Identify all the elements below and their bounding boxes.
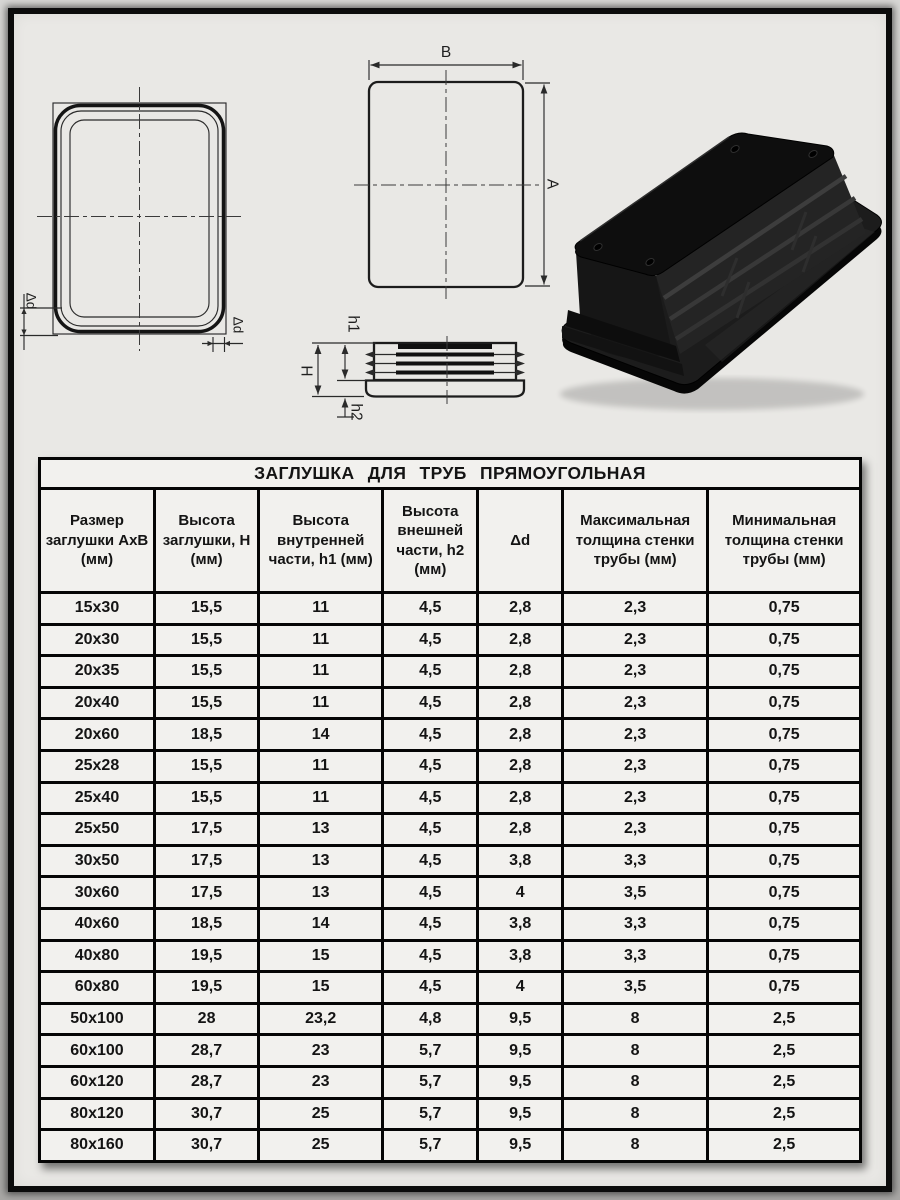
table-cell: 4,5	[383, 877, 478, 909]
table-cell: 4,5	[383, 656, 478, 688]
table-cell: 5,7	[383, 1130, 478, 1162]
table-cell: 0,75	[708, 687, 861, 719]
table-row	[40, 687, 861, 719]
table-cell: 11	[259, 687, 383, 719]
table-row	[40, 845, 861, 877]
table-cell: 25	[259, 1130, 383, 1162]
table-cell: 2,8	[478, 750, 563, 782]
table-cell: 15,5	[154, 750, 258, 782]
table-cell: 2,5	[708, 1035, 861, 1067]
dim-label-a: A	[543, 178, 561, 190]
table-cell: 4	[478, 972, 563, 1004]
table-cell: 0,75	[708, 593, 861, 625]
table-cell: 3,3	[562, 845, 707, 877]
table-cell: 28,7	[154, 1035, 258, 1067]
table-cell: 9,5	[478, 1066, 563, 1098]
column-header-6: Минимальная толщина стенки трубы (мм)	[708, 489, 861, 593]
table-cell: 13	[259, 877, 383, 909]
table-cell: 40х80	[40, 940, 155, 972]
table-cell: 0,75	[708, 814, 861, 846]
table-cell: 4,5	[383, 940, 478, 972]
table-row	[40, 940, 861, 972]
table-cell: 20х35	[40, 656, 155, 688]
table-cell: 4,5	[383, 624, 478, 656]
table-cell: 4,5	[383, 750, 478, 782]
table-cell: 2,3	[562, 624, 707, 656]
table-title-row	[40, 459, 861, 489]
table-cell: 50х100	[40, 1003, 155, 1035]
table-cell: 4,5	[383, 814, 478, 846]
table-cell: 23	[259, 1035, 383, 1067]
table-cell: 2,3	[562, 750, 707, 782]
table-row	[40, 656, 861, 688]
dim-arrow	[21, 330, 26, 336]
header-row	[40, 489, 861, 593]
column-header-2: Высота внутренней части, h1 (мм)	[259, 489, 383, 593]
table-cell: 20х30	[40, 624, 155, 656]
table-cell: 80х160	[40, 1130, 155, 1162]
table-cell: 25	[259, 1098, 383, 1130]
table-cell: 0,75	[708, 845, 861, 877]
front-view-drawing	[20, 87, 246, 352]
table-cell: 30,7	[154, 1098, 258, 1130]
table-cell: 30х60	[40, 877, 155, 909]
table-cell: 28,7	[154, 1066, 258, 1098]
side-view-drawing	[298, 315, 526, 420]
column-header-0: Размер заглушки АхВ (мм)	[40, 489, 155, 593]
table-cell: 4,5	[383, 972, 478, 1004]
technical-drawings	[14, 14, 886, 448]
table-cell: 4,5	[383, 687, 478, 719]
table-cell: 20х60	[40, 719, 155, 751]
table-cell: 0,75	[708, 782, 861, 814]
table-cell: 14	[259, 908, 383, 940]
column-header-5: Максимальная толщина стенки трубы (мм)	[562, 489, 707, 593]
table-cell: 2,5	[708, 1003, 861, 1035]
table-cell: 17,5	[154, 845, 258, 877]
table-cell: 2,3	[562, 593, 707, 625]
table-row	[40, 782, 861, 814]
spec-table	[38, 457, 862, 1163]
table-cell: 3,5	[562, 877, 707, 909]
table-cell: 0,75	[708, 656, 861, 688]
table-cell: 15,5	[154, 687, 258, 719]
table-cell: 80х120	[40, 1098, 155, 1130]
table-cell: 13	[259, 814, 383, 846]
table-cell: 2,3	[562, 814, 707, 846]
table-cell: 17,5	[154, 814, 258, 846]
table-cell: 9,5	[478, 1130, 563, 1162]
dim-label-h2: h2	[347, 403, 365, 421]
table-cell: 60х120	[40, 1066, 155, 1098]
column-header-4: Δd	[478, 489, 563, 593]
table-cell: 15	[259, 972, 383, 1004]
table-cell: 13	[259, 845, 383, 877]
table-cell: 3,5	[562, 972, 707, 1004]
dim-label-delta-d-right: Δd	[230, 316, 246, 334]
table-cell: 0,75	[708, 877, 861, 909]
table-cell: 19,5	[154, 940, 258, 972]
plug-photo	[560, 133, 882, 410]
column-header-3: Высота внешней части, h2 (мм)	[383, 489, 478, 593]
table-cell: 2,8	[478, 814, 563, 846]
dim-label-h1: h1	[344, 315, 362, 333]
table-cell: 11	[259, 750, 383, 782]
dim-label-delta-d-left: Δd	[23, 292, 39, 310]
table-cell: 8	[562, 1130, 707, 1162]
table-cell: 8	[562, 1066, 707, 1098]
table-cell: 4,5	[383, 782, 478, 814]
table-cell: 2,8	[478, 656, 563, 688]
table-cell: 8	[562, 1098, 707, 1130]
table-cell: 15,5	[154, 656, 258, 688]
table-cell: 18,5	[154, 719, 258, 751]
table-cell: 2,5	[708, 1130, 861, 1162]
table-cell: 25х40	[40, 782, 155, 814]
table-cell: 2,3	[562, 719, 707, 751]
table-cell: 4,5	[383, 845, 478, 877]
table-cell: 28	[154, 1003, 258, 1035]
table-cell: 3,8	[478, 940, 563, 972]
table-cell: 0,75	[708, 972, 861, 1004]
table-cell: 15,5	[154, 782, 258, 814]
table-cell: 20х40	[40, 687, 155, 719]
table-cell: 2,5	[708, 1066, 861, 1098]
table-cell: 4,5	[383, 719, 478, 751]
table-cell: 9,5	[478, 1098, 563, 1130]
table-row	[40, 1098, 861, 1130]
table-cell: 3,3	[562, 940, 707, 972]
table-cell: 23	[259, 1066, 383, 1098]
column-header-1: Высота заглушки, Н (мм)	[154, 489, 258, 593]
table-cell: 0,75	[708, 624, 861, 656]
table-cell: 0,75	[708, 908, 861, 940]
table-cell: 30,7	[154, 1130, 258, 1162]
table-cell: 4	[478, 877, 563, 909]
dim-arrow	[224, 341, 230, 346]
table-cell: 30х50	[40, 845, 155, 877]
table-cell: 0,75	[708, 750, 861, 782]
table-cell: 60х80	[40, 972, 155, 1004]
table-cell: 5,7	[383, 1098, 478, 1130]
table-cell: 2,8	[478, 624, 563, 656]
table-row	[40, 593, 861, 625]
table-cell: 11	[259, 624, 383, 656]
table-cell: 2,3	[562, 687, 707, 719]
table-cell: 15	[259, 940, 383, 972]
table-row	[40, 814, 861, 846]
table-cell: 18,5	[154, 908, 258, 940]
table-cell: 2,5	[708, 1098, 861, 1130]
table-cell: 2,8	[478, 719, 563, 751]
table-cell: 14	[259, 719, 383, 751]
table-row	[40, 877, 861, 909]
plug-fins	[365, 351, 525, 375]
table-cell: 3,8	[478, 845, 563, 877]
table-cell: 5,7	[383, 1035, 478, 1067]
table-row	[40, 624, 861, 656]
document-frame	[8, 8, 892, 1192]
table-cell: 2,8	[478, 593, 563, 625]
table-row	[40, 908, 861, 940]
table-cell: 40х60	[40, 908, 155, 940]
table-cell: 8	[562, 1003, 707, 1035]
table-body	[40, 593, 861, 1162]
table-row	[40, 1035, 861, 1067]
table-cell: 15,5	[154, 593, 258, 625]
table-cell: 19,5	[154, 972, 258, 1004]
table-cell: 4,5	[383, 908, 478, 940]
table-title: ЗАГЛУШКА ДЛЯ ТРУБ ПРЯМОУГОЛЬНАЯ	[40, 459, 861, 489]
table-row	[40, 1003, 861, 1035]
table-cell: 17,5	[154, 877, 258, 909]
table-cell: 60х100	[40, 1035, 155, 1067]
table-row	[40, 972, 861, 1004]
table-row	[40, 1130, 861, 1162]
table-cell: 0,75	[708, 940, 861, 972]
table-cell: 5,7	[383, 1066, 478, 1098]
table-cell: 11	[259, 656, 383, 688]
table-cell: 3,3	[562, 908, 707, 940]
table-cell: 11	[259, 782, 383, 814]
dim-arrow	[208, 341, 214, 346]
table-cell: 3,8	[478, 908, 563, 940]
table-cell: 2,8	[478, 782, 563, 814]
table-cell: 11	[259, 593, 383, 625]
table-cell: 4,8	[383, 1003, 478, 1035]
table-cell: 0,75	[708, 719, 861, 751]
table-row	[40, 750, 861, 782]
table-cell: 25х28	[40, 750, 155, 782]
table-cell: 9,5	[478, 1003, 563, 1035]
table-cell: 15,5	[154, 624, 258, 656]
table-row	[40, 1066, 861, 1098]
table-cell: 23,2	[259, 1003, 383, 1035]
dim-label-h: H	[297, 365, 315, 377]
table-cell: 15х30	[40, 593, 155, 625]
table-cell: 9,5	[478, 1035, 563, 1067]
table-cell: 2,3	[562, 656, 707, 688]
table-row	[40, 719, 861, 751]
dim-label-b: B	[440, 44, 452, 61]
table-cell: 8	[562, 1035, 707, 1067]
table-cell: 4,5	[383, 593, 478, 625]
table-cell: 25х50	[40, 814, 155, 846]
top-view-drawing	[354, 44, 561, 299]
table-cell: 2,3	[562, 782, 707, 814]
table-cell: 2,8	[478, 687, 563, 719]
